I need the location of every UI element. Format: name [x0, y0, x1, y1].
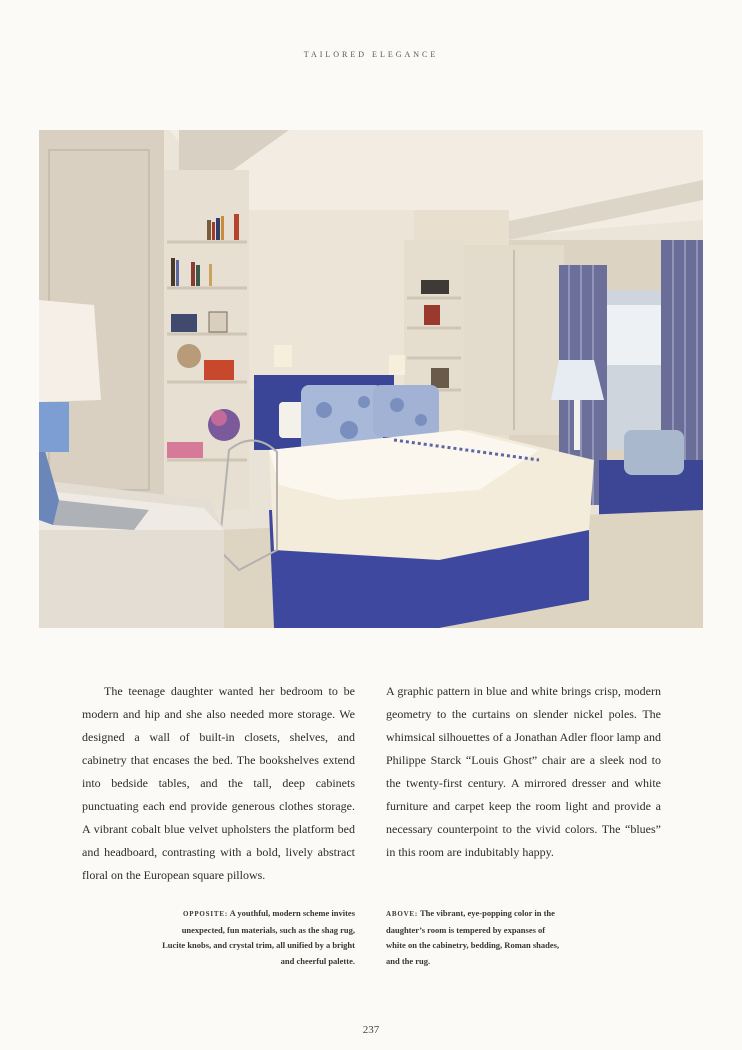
body-text-right: A graphic pattern in blue and white brings crisp, modern geometry to the curtains on slender nickel poles. The whimsical silhouettes of a Jonathan Adler floor lamp and Philippe Starck “Louis Ghost” chair are a sleek nod to the twenty-first century. A mirrored dresser and white furniture and carpet keep the room light and provide a necessary counterpoint to the vivid colors. The “blues” in this room are indubitably happy. — [386, 684, 661, 859]
bedroom-photo — [39, 130, 703, 628]
caption-above-label: ABOVE: — [386, 910, 419, 918]
caption-opposite-text: A youthful, modern scheme invites unexpected, fun materials, such as the shag rug, Lucite knobs, and crystal trim, all unified by a bright and cheerful palette. — [162, 908, 355, 966]
running-head: TAILORED ELEGANCE — [303, 50, 439, 59]
caption-above — [386, 906, 561, 969]
body-text-left: The teenage daughter wanted her bedroom to be modern and hip and she also needed more storage. We designed a wall of built-in closets, shelves, and cabinetry that encases the bed. The bookshelves extend into bedside tables, and the tall, deep cabinets punctuating each end provide generous clothes storage. A vibrant cobalt blue velvet upholsters the platform bed and headboard, contrasting with a bold, lively abstract floral on the European square pillows. — [82, 684, 355, 882]
caption-opposite-label: OPPOSITE: — [183, 910, 228, 918]
page-number: 237 — [362, 1024, 380, 1036]
caption-above-text: The vibrant, eye-popping color in the daughter’s room is tempered by expanses of white on the cabinetry, bedding, Roman shades, and the rug. — [386, 908, 560, 966]
caption-opposite — [160, 906, 355, 969]
